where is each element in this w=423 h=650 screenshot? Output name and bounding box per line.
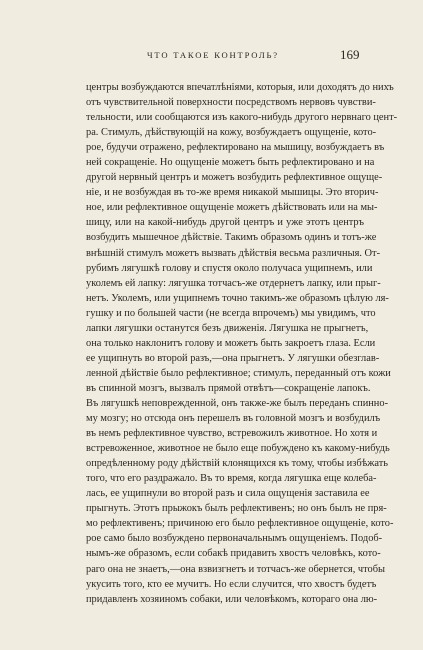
text-line: другой нервный центръ и можетъ возбудить рефлективное ощуще-	[86, 172, 383, 184]
text-line: въ немъ рефлективное чувство, встревожилъ животное. Но хотя и	[86, 428, 378, 440]
text-line: она только наклонитъ голову и можетъ быть закроетъ глаза. Если	[86, 337, 376, 349]
text-line: нымъ-же образомъ, если собакѣ придавить хвостъ человѣкъ, кото-	[86, 548, 381, 560]
text-line: ней сокращеніе. Но ощущеніе можетъ быть рефлектировано и на	[86, 157, 375, 169]
text-line: ленной дѣйствіе было рефлективное; стимулъ, переданный отъ кожи	[86, 367, 391, 379]
text-line: возбудить мышечное дѣйствіе. Такимъ образомъ одинъ и тотъ-же	[86, 232, 377, 244]
text-line: прыгнуть. Этотъ прыжокъ былъ рефлективенъ; но онъ былъ не пря-	[86, 503, 387, 515]
page-header	[0, 47, 423, 66]
text-line: раго она не знаетъ,—она взвизгнетъ и тотчасъ-же обернется, чтобы	[86, 563, 385, 575]
text-line: му мозгу; но отсюда онъ перешелъ въ головной мозгъ и возбудилъ	[86, 413, 381, 425]
text-line: лась, ее ущипнули во второй разъ и сила ощущенія заставила ее	[86, 488, 370, 500]
text-line: отъ чувствительной поверхности посредствомъ нервовъ чувстви-	[86, 97, 376, 109]
text-line: рое само было возбуждено первоначальнымъ ощущеніемъ. Подоб-	[86, 533, 383, 545]
text-line: уколемъ ей лапку: лягушка тотчасъ-же отдернетъ лапку, или прыг-	[86, 277, 381, 289]
text-line: придавленъ хозяиномъ собаки, или человѣкомъ, которагo она лю-	[86, 593, 378, 605]
text-line: ное, или рефлективное ощущеніе можетъ дѣйствовать или на мы-	[86, 202, 378, 214]
text-line: ее ущипнуть во второй разъ,—она прыгнетъ. У лягушки обезглав-	[86, 352, 380, 364]
text-line: укусить того, кто ее мучитъ. Но если случится, что хвостъ будетъ	[86, 578, 377, 590]
text-line: лапки лягушки останутся безъ движенія. Лягушка не прыгнетъ,	[86, 322, 369, 334]
text-line: мо рефлективенъ; причиною его было рефлективное ощущеніе, кото-	[86, 518, 394, 530]
text-line: встревоженное, животное не было еще побуждено къ какому-нибудь	[86, 443, 390, 455]
text-line: шицу, или на какой-нибудь другой центръ и уже этотъ центръ	[86, 217, 364, 229]
text-line: опредѣленному роду дѣйствій клонящихся къ тому, чтобы избѣжать	[86, 458, 389, 470]
text-line: рубимъ лягушкѣ голову и спустя около получаса ущипнемъ, или	[86, 262, 373, 274]
text-line: въ спинной мозгъ, вызвалъ прямой отвѣтъ—сокращеніе лапокъ.	[86, 382, 371, 394]
text-line: гушку и по большей части (не всегда впрочемъ) мы увидимъ, что	[86, 307, 376, 319]
text-line: тельности, или сообщаются изъ какого-нибудь другого нервнаго цент-	[86, 112, 398, 124]
text-line: того, что его раздражало. Въ то время, когда лягушка еще колеба-	[86, 473, 377, 485]
text-line: ра. Стимулъ, дѣйствующій на кожу, возбуждаетъ ощущеніе, кото-	[86, 127, 377, 139]
text-line: нетъ. Уколемъ, или ущипнемъ точно такимъ-же образомъ цѣлую ля-	[86, 292, 389, 304]
page-number: 169	[340, 47, 360, 62]
text-line: рое, будучи отражено, рефлектировано на мышицу, возбуждаетъ въ	[86, 142, 385, 154]
body-text	[86, 80, 398, 607]
running-head: ЧТО ТАКОЕ КОНТРОЛЬ?	[147, 50, 279, 60]
text-line: Въ лягушкѣ неповрежденной, онъ также-же былъ переданъ спинно-	[86, 397, 389, 409]
text-line: центры возбуждаются впечатлѣніями, которыя, или доходятъ до нихъ	[86, 82, 394, 93]
text-line: внѣшній стимулъ можетъ вызвать дѣйствія весьма различныя. От-	[86, 247, 381, 259]
text-line: ніе, и не возбуждая въ то-же время никакой мышицы. Это вторич-	[86, 187, 379, 199]
